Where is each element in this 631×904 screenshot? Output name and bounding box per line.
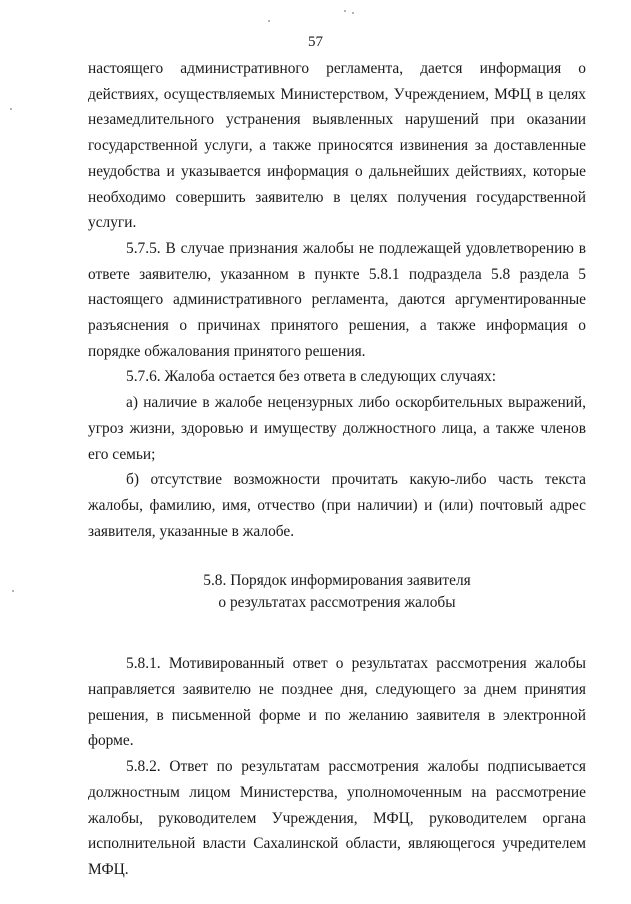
scan-speck <box>344 10 346 12</box>
scan-speck <box>12 590 14 592</box>
paragraph-5-7-6: 5.7.6. Жалоба остается без ответа в следующих случаях: <box>126 368 497 386</box>
section-heading-5-8 <box>88 570 586 614</box>
page-body <box>88 56 586 883</box>
section-heading-line-2: о результатах рассмотрения жалобы <box>218 594 456 612</box>
list-item-a: а) наличие в жалобе нецензурных либо оскорбительных выражений, угроз жизни, здоровью и имуществу должностного лица, а также членов его семьи; <box>88 394 586 463</box>
paragraph-5-8-2: 5.8.2. Ответ по результатам рассмотрения жалобы подписывается должностным лицом Министерства, уполномоченным на рассмотрение жалобы, руководителем Учреждения, МФЦ, руководителем органа исполнительной власти Сахалинской области, являющегося учредителем МФЦ. <box>88 758 586 878</box>
list-item-b: б) отсутствие возможности прочитать какую-либо часть текста жалобы, фамилию, имя, отчество (при наличии) и (или) почтовый адрес заявителя, указанные в жалобе. <box>88 471 586 540</box>
scan-speck <box>10 108 12 110</box>
scan-speck <box>268 20 270 22</box>
section-heading-line-1: 5.8. Порядок информирования заявителя <box>203 572 471 590</box>
paragraph-5-7-5: 5.7.5. В случае признания жалобы не подлежащей удовлетворению в ответе заявителю, указанном в пункте 5.8.1 подраздела 5.8 раздела 5 настоящего административного регламента, даются аргументированные разъяснения о причинах принятого решения, а также информация о порядке обжалования принятого решения. <box>88 239 586 360</box>
scan-speck <box>352 12 354 14</box>
paragraph-continuation: настоящего административного регламента, дается информация о действиях, осуществляемых Министерством, Учреждением, МФЦ в целях незамедлительного устранения выявленных нарушений при оказании государственной услуги, а также приносятся извинения за доставленные неудобства и указывается информация о дальнейших действиях, которые необходимо совершить заявителю в целях получения государственной услуги. <box>88 60 586 232</box>
page-number: 57 <box>308 34 323 50</box>
paragraph-5-8-1: 5.8.1. Мотивированный ответ о результатах рассмотрения жалобы направляется заявителю не позднее дня, следующего за днем принятия решения, в письменной форме и по желанию заявителя в электронной форме. <box>88 655 586 750</box>
